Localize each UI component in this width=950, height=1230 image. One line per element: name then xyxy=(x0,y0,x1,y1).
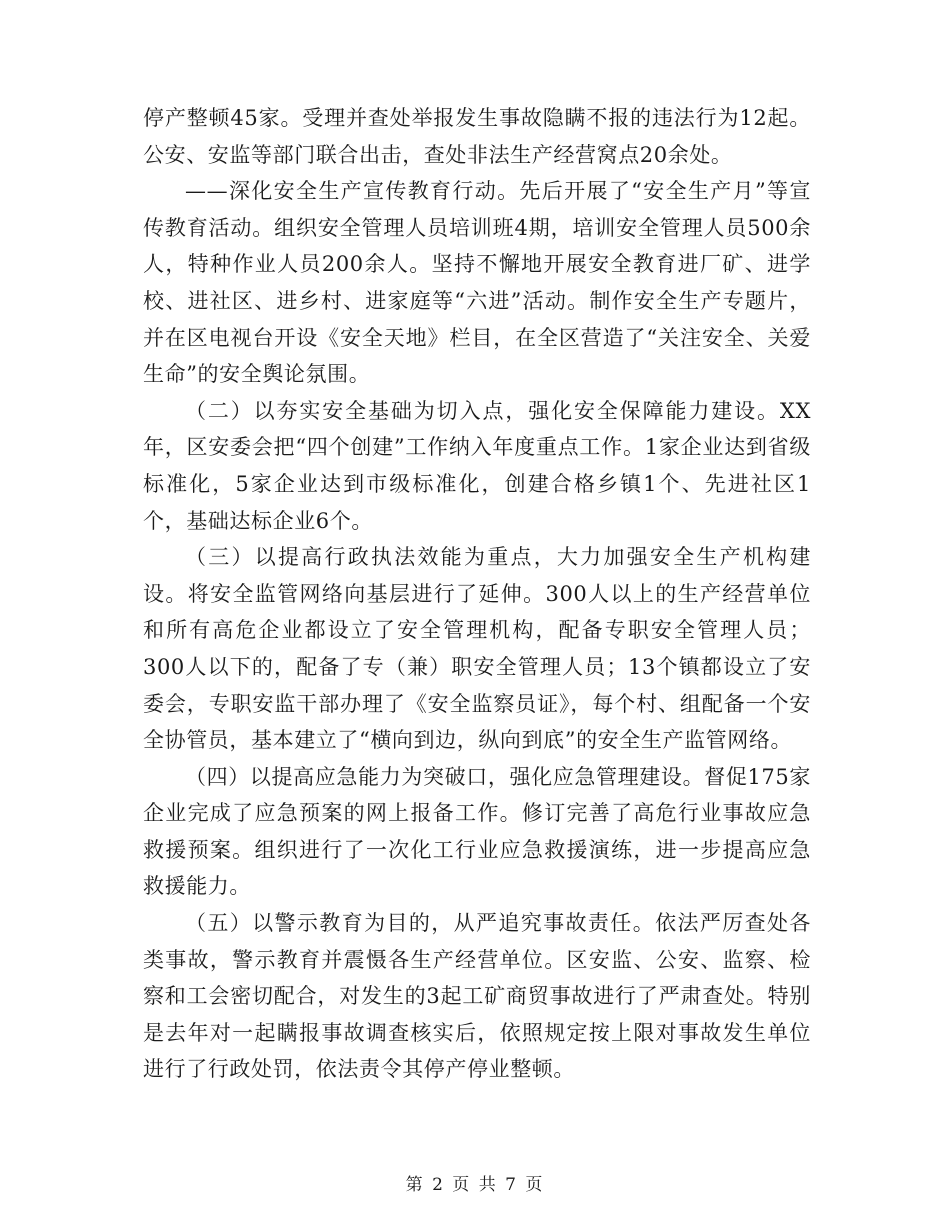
paragraph-section-5: （五）以警示教育为目的，从严追究事故责任。依法严厉查处各类事故，警示教育并震慑各生产经营单位。区安监、公安、监察、检察和工会密切配合，对发生的3起工矿商贸事故进行了严肃查处。特别是去年对一起瞒报事故调查核实后，依照规定按上限对事故发生单位进行了行政处罚，依法责令其停产停业整顿。 xyxy=(143,911,811,1082)
paragraph-section-2: （二）以夯实安全基础为切入点，强化安全保障能力建设。XX年，区安委会把“四个创建”工作纳入年度重点工作。1家企业达到省级标准化，5家企业达到市级标准化，创建合格乡镇1个、先进社区1个，基础达标企业6个。 xyxy=(143,398,811,533)
paragraph-continuation: 停产整顿45家。受理并查处举报发生事故隐瞒不报的违法行为12起。公安、安监等部门联合出击，查处非法生产经营窝点20余处。 xyxy=(143,106,811,167)
paragraph-section-3: （三）以提高行政执法效能为重点，大力加强安全生产机构建设。将安全监管网络向基层进行了延伸。300人以上的生产经营单位和所有高危企业都设立了安全管理机构，配备专职安全管理人员；300人以下的，配备了专（兼）职安全管理人员；13个镇都设立了安委会，专职安监干部办理了《安全监察员证》，每个村、组配备一个安全协管员，基本建立了“横向到边，纵向到底”的安全生产监管网络。 xyxy=(143,545,811,753)
page-number-footer: 第 2 页 共 7 页 xyxy=(405,1175,545,1195)
paragraph-publicity-education: ——深化安全生产宣传教育行动。先后开展了“安全生产月”等宣传教育活动。组织安全管理人员培训班4期，培训安全管理人员500余人，特种作业人员200余人。坚持不懈地开展安全教育进厂矿、进学校、进社区、进乡村、进家庭等“六进”活动。制作安全生产专题片，并在区电视台开设《安全天地》栏目，在全区营造了“关注安全、关爱生命”的安全舆论氛围。 xyxy=(143,179,811,387)
paragraph-section-4: （四）以提高应急能力为突破口，强化应急管理建设。督促175家企业完成了应急预案的网上报备工作。修订完善了高危行业事故应急救援预案。组织进行了一次化工行业应急救援演练，进一步提高应急救援能力。 xyxy=(143,764,811,899)
document-body xyxy=(143,100,811,1088)
